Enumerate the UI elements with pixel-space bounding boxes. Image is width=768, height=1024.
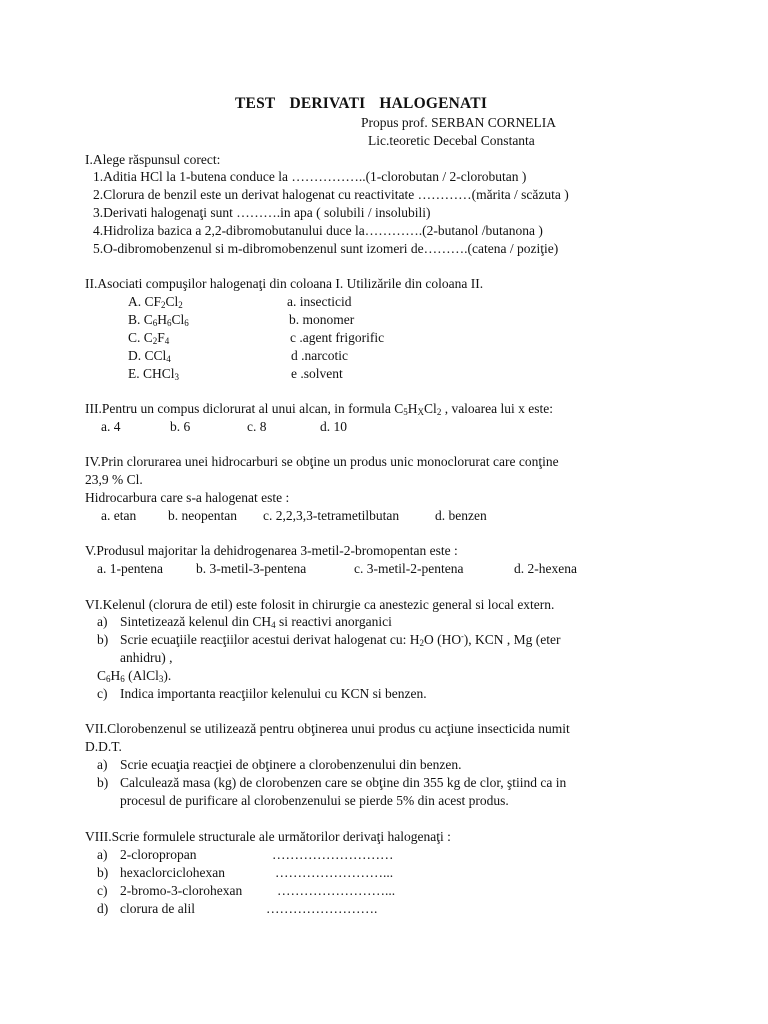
section-4-option-d: d. benzen bbox=[435, 508, 487, 523]
section-6-item-b-line-2: anhidru) , bbox=[120, 650, 173, 665]
section-6-label-a: a) bbox=[97, 614, 108, 629]
section-4-line-3: Hidrocarbura care s-a halogenat este : bbox=[85, 490, 290, 505]
section-8-name-d: clorura de alil bbox=[120, 901, 195, 916]
column-2-item-c: c .agent frigorific bbox=[290, 330, 385, 345]
section-5-option-b: b. 3-metil-3-pentena bbox=[196, 561, 307, 576]
section-6-label-b: b) bbox=[97, 632, 109, 647]
section-8-dots-b: ……………………... bbox=[275, 865, 394, 880]
section-8-label-a: a) bbox=[97, 847, 108, 862]
section-2-heading: II.Asociati compuşilor halogenaţi din coloana I. Utilizările din coloana II. bbox=[85, 276, 484, 291]
school-line: Lic.teoretic Decebal Constanta bbox=[368, 133, 535, 148]
section-8-name-c: 2-bromo-3-clorohexan bbox=[120, 883, 243, 898]
column-2-item-d: d .narcotic bbox=[291, 348, 348, 363]
page-title bbox=[235, 96, 501, 112]
section-5-option-c: c. 3-metil-2-pentena bbox=[354, 561, 464, 576]
section-7-item-a: Scrie ecuaţia reacţiei de obţinere a clorobenzenului din benzen. bbox=[120, 757, 462, 772]
column-2-item-e: e .solvent bbox=[291, 366, 343, 381]
section-7-item-b-line-2: procesul de purificare al clorobenzenului se pierde 5% din acest produs. bbox=[120, 793, 509, 808]
section-4-option-a: a. etan bbox=[101, 508, 137, 523]
title-word-1: TEST bbox=[235, 95, 276, 112]
column-1-item-e: E. CHCl$_3$ bbox=[128, 366, 180, 382]
section-7-line-1: VII.Clorobenzenul se utilizează pentru obţinerea unui produs cu acţiune insecticida numit bbox=[85, 721, 570, 736]
section-3-option-c: c. 8 bbox=[247, 419, 267, 434]
section-5-option-a: a. 1-pentena bbox=[97, 561, 163, 576]
section-8-question: VIII.Scrie formulele structurale ale următorilor derivaţi halogenaţi : bbox=[85, 829, 451, 844]
title-word-2: DERIVATI bbox=[289, 95, 366, 112]
column-2-item-b: b. monomer bbox=[289, 312, 355, 327]
section-8-dots-a: ……………………… bbox=[272, 847, 394, 862]
section-1-item-5: 5.O-dibromobenzenul si m-dibromobenzenul sunt izomeri de……….(catena / poziţie) bbox=[93, 241, 559, 256]
title-word-3: HALOGENATI bbox=[379, 95, 488, 112]
column-1-item-c: C. $C_2F_4$ bbox=[128, 330, 170, 346]
section-3-question: III.Pentru un compus diclorurat al unui alcan, in formula $C_5H_XCl_2$ , valoarea lui x este: bbox=[85, 401, 554, 417]
column-1-item-b: B. $C_6H_6Cl_6$ bbox=[128, 312, 189, 328]
section-7-label-a: a) bbox=[97, 757, 108, 772]
section-8-dots-d: ……………………. bbox=[266, 901, 378, 916]
section-5-option-d: d. 2-hexena bbox=[514, 561, 577, 576]
section-6-item-b-line-3: $C_6H_6$ (AlCl$_3$). bbox=[97, 668, 172, 684]
section-6-label-c: c) bbox=[97, 686, 108, 701]
column-2-item-a: a. insecticid bbox=[287, 294, 352, 309]
section-4-line-2: 23,9 % Cl. bbox=[85, 472, 143, 487]
section-6-item-a: Sintetizează kelenul din $CH_4$ si reactivi anorganici bbox=[120, 614, 392, 630]
author-line: Propus prof. SERBAN CORNELIA bbox=[361, 115, 557, 130]
section-4-option-c: c. 2,2,3,3-tetrametilbutan bbox=[263, 508, 400, 523]
section-8-name-b: hexaclorciclohexan bbox=[120, 865, 225, 880]
section-1-item-3: 3.Derivati halogenaţi sunt ……….in apa ( solubili / insolubili) bbox=[93, 205, 431, 220]
section-1-heading: I.Alege răspunsul corect: bbox=[85, 152, 221, 167]
section-6-item-c: Indica importanta reacţiilor kelenului cu KCN si benzen. bbox=[120, 686, 427, 701]
section-8-label-b: b) bbox=[97, 865, 109, 880]
column-1-item-d: D. CCl$_4$ bbox=[128, 348, 171, 364]
section-1-item-1: 1.Aditia HCl la 1-butena conduce la ……………..(1-clorobutan / 2-clorobutan ) bbox=[93, 169, 527, 184]
section-8-label-d: d) bbox=[97, 901, 109, 916]
section-3-option-b: b. 6 bbox=[170, 419, 191, 434]
section-7-line-2: D.D.T. bbox=[85, 739, 122, 754]
section-4-option-b: b. neopentan bbox=[168, 508, 237, 523]
section-4-line-1: IV.Prin clorurarea unei hidrocarburi se obţine un produs unic monoclorurat care conţine bbox=[85, 454, 559, 469]
section-8-name-a: 2-cloropropan bbox=[120, 847, 197, 862]
section-1-item-4: 4.Hidroliza bazica a 2,2-dibromobutanului duce la………….(2-butanol /butanona ) bbox=[93, 223, 543, 238]
section-8-label-c: c) bbox=[97, 883, 108, 898]
section-6-question: VI.Kelenul (clorura de etil) este folosit in chirurgie ca anestezic general si local extern. bbox=[85, 597, 555, 612]
section-7-label-b: b) bbox=[97, 775, 109, 790]
section-6-item-b: Scrie ecuaţiile reacţiilor acestui derivat halogenat cu: $H_2O$ (HO-), KCN , Mg (eter bbox=[120, 632, 561, 648]
column-1-item-a: A. $CF_2Cl_2$ bbox=[128, 294, 183, 310]
section-5-question: V.Produsul majoritar la dehidrogenarea 3-metil-2-bromopentan este : bbox=[85, 543, 458, 558]
section-8-dots-c: ……………………... bbox=[277, 883, 396, 898]
section-7-item-b-line-1: Calculează masa (kg) de clorobenzen care se obţine din 355 kg de clor, ştiind ca in bbox=[120, 775, 567, 790]
section-3-option-d: d. 10 bbox=[320, 419, 347, 434]
section-1-item-2: 2.Clorura de benzil este un derivat halogenat cu reactivitate …………(mărita / scăzuta ) bbox=[93, 187, 569, 202]
section-3-option-a: a. 4 bbox=[101, 419, 121, 434]
